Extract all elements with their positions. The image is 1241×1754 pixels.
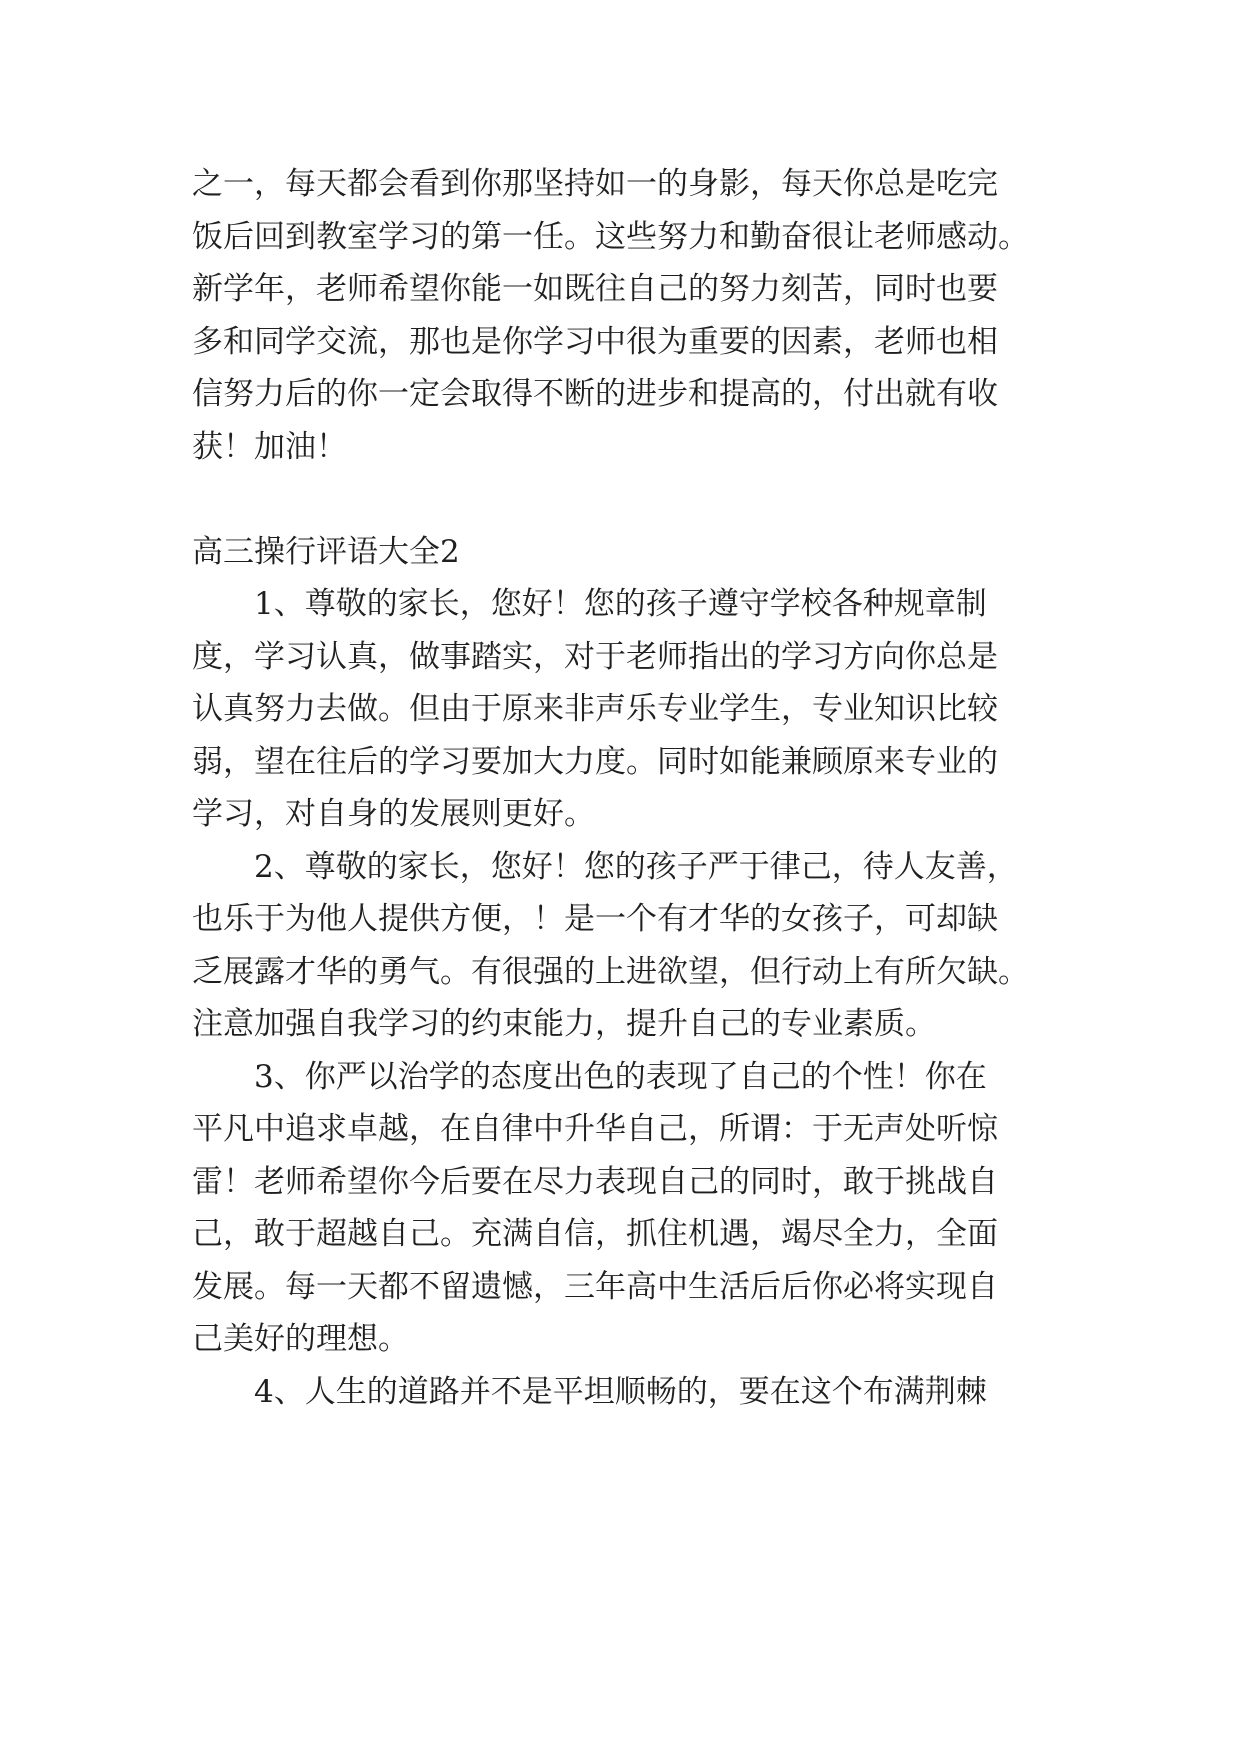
intro-line: 饭后回到教室学习的第一任。这些努力和勤奋很让老师感动。 [192, 218, 1029, 255]
comment-2-line: 乏展露才华的勇气。有很强的上进欲望，但行动上有所欠缺。 [192, 953, 1029, 990]
comment-3-line: 平凡中追求卓越，在自律中升华自己，所谓：于无声处听惊 [192, 1111, 998, 1147]
comment-2-line: 注意加强自我学习的约束能力，提升自己的专业素质。 [192, 1006, 936, 1042]
intro-line: 信努力后的你一定会取得不断的进步和提高的，付出就有收 [192, 376, 998, 412]
comment-3-line: 己，敢于超越自己。充满自信，抓住机遇，竭尽全力，全面 [192, 1216, 998, 1252]
intro-line: 之一，每天都会看到你那坚持如一的身影，每天你总是吃完 [192, 166, 998, 202]
comment-3-line: 己美好的理想。 [192, 1321, 409, 1357]
comment-4-line: 4、人生的道路并不是平坦顺畅的，要在这个布满荆棘 [254, 1373, 987, 1410]
comment-1-line: 认真努力去做。但由于原来非声乐专业学生，专业知识比较 [192, 691, 998, 727]
comment-1-line: 1、尊敬的家长，您好！您的孩子遵守学校各种规章制 [254, 586, 987, 622]
document-body [192, 158, 1092, 1418]
comment-1-line: 学习，对自身的发展则更好。 [192, 796, 595, 832]
intro-line: 新学年，老师希望你能一如既往自己的努力刻苦，同时也要 [192, 271, 998, 307]
paragraph-gap [192, 473, 1092, 526]
comment-2-line: 2、尊敬的家长，您好！您的孩子严于律己，待人友善， [254, 848, 1018, 885]
intro-line: 多和同学交流，那也是你学习中很为重要的因素，老师也相 [192, 323, 998, 360]
intro-line: 获！加油！ [192, 428, 347, 465]
comment-3-line: 3、你严以治学的态度出色的表现了自己的个性！你在 [254, 1058, 987, 1095]
comment-1-line: 弱，望在往后的学习要加大力度。同时如能兼顾原来专业的 [192, 743, 998, 780]
comment-3-line: 发展。每一天都不留遗憾，三年高中生活后后你必将实现自 [192, 1268, 998, 1305]
comment-2-line: 也乐于为他人提供方便，！是一个有才华的女孩子，可却缺 [192, 901, 998, 937]
comment-3-line: 雷！老师希望你今后要在尽力表现自己的同时，敢于挑战自 [192, 1163, 998, 1200]
comment-1-line: 度，学习认真，做事踏实，对于老师指出的学习方向你总是 [192, 638, 998, 675]
section-title: 高三操行评语大全2 [192, 533, 460, 570]
